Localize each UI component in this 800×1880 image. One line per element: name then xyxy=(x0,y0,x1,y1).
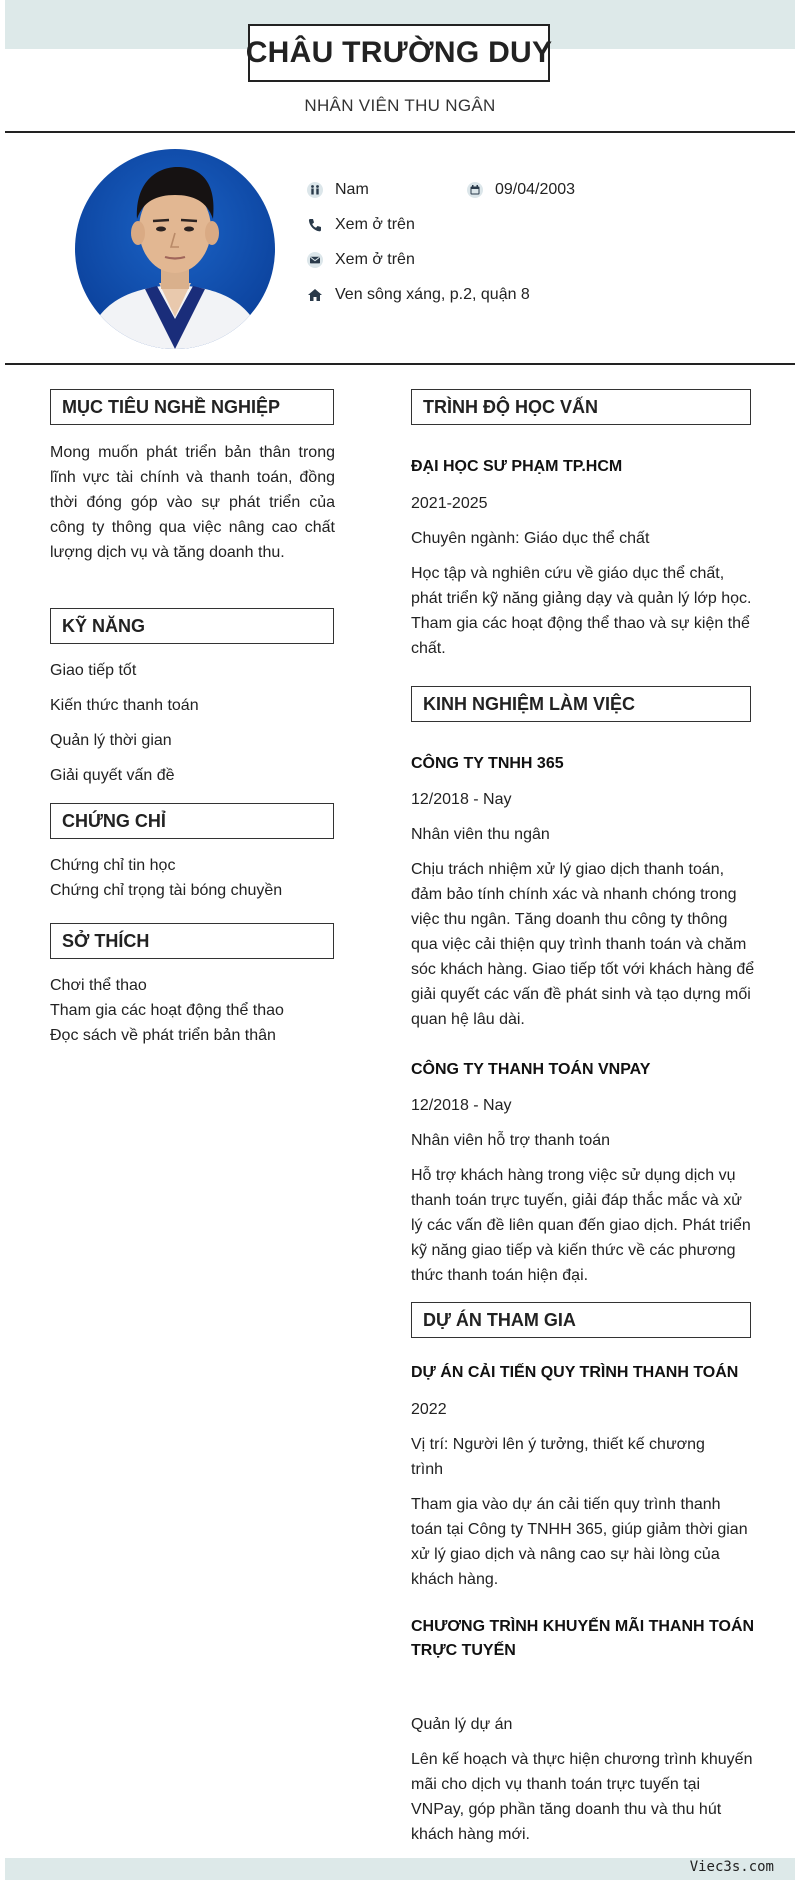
project-role: Quản lý dự án xyxy=(411,1716,513,1733)
email-value: Xem ở trên xyxy=(335,251,415,268)
objective-text: Mong muốn phát triển bản thân trong lĩnh vực tài chính và thanh toán, đồng thời đóng góp vào sự phát triển của công ty thông qua việc nâng cao chất lượng dịch vụ và tăng doanh thu. xyxy=(50,444,335,561)
skill-item: Quản lý thời gian xyxy=(50,732,172,749)
job-position: Nhân viên hỗ trợ thanh toán xyxy=(411,1132,611,1149)
certificates-heading: CHỨNG CHỈ xyxy=(50,803,334,839)
calendar-icon xyxy=(467,182,483,198)
experience-heading: KINH NGHIỆM LÀM VIỆC xyxy=(411,686,751,722)
hobby-item: Chơi thể thao xyxy=(50,977,147,994)
header-divider xyxy=(5,131,795,133)
education-description: Học tập và nghiên cứu về giáo dục thể chất, phát triển kỹ năng giảng dạy và quản lý lớp học. Tham gia các hoạt động thể thao và sự kiện thể chất. xyxy=(411,565,752,657)
school-name: ĐẠI HỌC SƯ PHẠM TP.HCM xyxy=(411,458,623,475)
skill-item: Kiến thức thanh toán xyxy=(50,697,199,714)
project-name: CHƯƠNG TRÌNH KHUYẾN MÃI THANH TOÁN TRỰC TUYẾN xyxy=(411,1618,755,1659)
education-period: 2021-2025 xyxy=(411,495,488,512)
certificate-item: Chứng chỉ trọng tài bóng chuyền xyxy=(50,882,283,899)
hobby-item: Tham gia các hoạt động thể thao xyxy=(50,1002,284,1019)
phone-row xyxy=(307,216,415,234)
job-company: CÔNG TY TNHH 365 xyxy=(411,755,564,772)
home-icon xyxy=(307,287,323,303)
skill-item: Giải quyết vấn đề xyxy=(50,767,175,784)
job-title: NHÂN VIÊN THU NGÂN xyxy=(304,96,496,115)
skills-heading: KỸ NĂNG xyxy=(50,608,334,644)
gender-icon xyxy=(307,182,323,198)
birthday-value: 09/04/2003 xyxy=(495,181,576,198)
avatar xyxy=(75,149,275,349)
job-period: 12/2018 - Nay xyxy=(411,791,512,808)
projects-heading: DỰ ÁN THAM GIA xyxy=(411,1302,751,1338)
gender-row xyxy=(307,181,369,199)
phone-value: Xem ở trên xyxy=(335,216,415,233)
watermark: Viec3s.com xyxy=(689,1859,774,1875)
address-value: Ven sông xáng, p.2, quận 8 xyxy=(335,286,530,303)
avatar-photo xyxy=(75,149,275,349)
project-role: Vị trí: Người lên ý tưởng, thiết kế chương trình xyxy=(411,1436,705,1478)
job-position: Nhân viên thu ngân xyxy=(411,826,550,843)
profile-divider xyxy=(5,363,795,365)
project-description: Lên kế hoạch và thực hiện chương trình khuyến mãi cho dịch vụ thanh toán trực tuyến tại VNPay, góp phần tăng doanh thu và thu hút khách hàng mới. xyxy=(411,1751,753,1843)
address-row xyxy=(307,286,530,304)
birthday-row xyxy=(467,181,575,199)
certificate-item: Chứng chỉ tin học xyxy=(50,857,176,874)
candidate-name: CHÂU TRƯỜNG DUY xyxy=(248,24,550,82)
objective-heading: MỤC TIÊU NGHỀ NGHIỆP xyxy=(50,389,334,425)
footer-band xyxy=(5,1858,795,1880)
education-heading: TRÌNH ĐỘ HỌC VẤN xyxy=(411,389,751,425)
project-description: Tham gia vào dự án cải tiến quy trình thanh toán tại Công ty TNHH 365, giúp giảm thời gian xử lý giao dịch và nâng cao sự hài lòng của khách hàng. xyxy=(411,1496,748,1588)
skill-item: Giao tiếp tốt xyxy=(50,662,137,679)
email-row xyxy=(307,251,415,269)
gender-value: Nam xyxy=(335,181,369,198)
job-description: Chịu trách nhiệm xử lý giao dịch thanh toán, đảm bảo tính chính xác và nhanh chóng trong việc thu ngân. Tăng doanh thu công ty thông qua việc cải thiện quy trình thanh toán và chăm sóc khách hàng. Giao tiếp tốt với khách hàng để giải quyết các vấn đề phát sinh và tạo dựng mối quan hệ lâu dài. xyxy=(411,861,755,1028)
project-name: DỰ ÁN CẢI TIẾN QUY TRÌNH THANH TOÁN xyxy=(411,1364,739,1381)
education-major: Chuyên ngành: Giáo dục thể chất xyxy=(411,530,650,547)
job-period: 12/2018 - Nay xyxy=(411,1097,512,1114)
hobby-item: Đọc sách về phát triển bản thân xyxy=(50,1027,276,1044)
project-year: 2022 xyxy=(411,1401,447,1418)
job-description: Hỗ trợ khách hàng trong việc sử dụng dịch vụ thanh toán trực tuyến, giải đáp thắc mắc và xử lý các vấn đề liên quan đến giao dịch. Phát triển kỹ năng giao tiếp và kiến thức về các phương thức thanh toán hiện đại. xyxy=(411,1167,751,1284)
phone-icon xyxy=(307,217,323,233)
hobbies-heading: SỞ THÍCH xyxy=(50,923,334,959)
job-company: CÔNG TY THANH TOÁN VNPAY xyxy=(411,1061,651,1078)
mail-icon xyxy=(307,252,323,268)
